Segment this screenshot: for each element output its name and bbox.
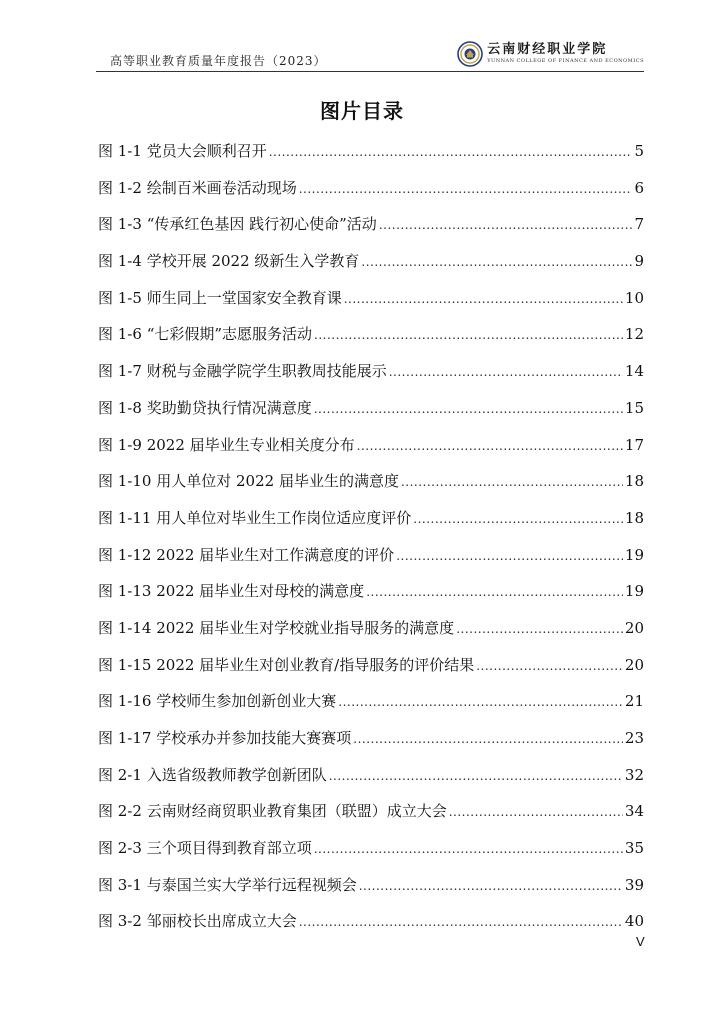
toc-entry[interactable] xyxy=(98,467,644,504)
toc-leader-dots xyxy=(396,542,623,570)
toc-entry-page: 18 xyxy=(624,472,644,491)
toc-entry[interactable] xyxy=(98,174,644,211)
toc-leader-dots xyxy=(361,248,632,276)
toc-leader-dots xyxy=(413,505,623,533)
toc-leader-dots xyxy=(476,652,623,680)
toc-entry-label: 图 1-8 奖助勤贷执行情况满意度 xyxy=(98,398,312,417)
toc-leader-dots xyxy=(344,285,623,313)
toc-entry-label: 图 1-15 2022 届毕业生对创业教育/指导服务的评价结果 xyxy=(98,655,475,674)
toc-entry-page: 32 xyxy=(624,765,644,784)
toc-entry[interactable] xyxy=(98,504,644,541)
toc-entry[interactable] xyxy=(98,724,644,761)
toc-entry-label: 图 1-4 学校开展 2022 级新生入学教育 xyxy=(98,252,360,271)
logo-chinese-name: 云南财经职业学院 xyxy=(487,42,608,57)
toc-entry-page: 6 xyxy=(634,178,644,197)
toc-entry-page: 7 xyxy=(634,215,644,234)
toc-entry-page: 5 xyxy=(634,142,644,160)
toc-entry-label: 图 1-6 “七彩假期”志愿服务活动 xyxy=(98,325,313,344)
toc-entry[interactable] xyxy=(98,577,644,614)
toc-leader-dots xyxy=(338,688,623,716)
toc-entry-page: 10 xyxy=(624,288,644,307)
toc-leader-dots xyxy=(379,211,633,239)
toc-leader-dots xyxy=(314,395,623,423)
toc-entry-label: 图 1-7 财税与金融学院学生职教周技能展示 xyxy=(98,362,387,381)
toc-entry-label: 图 2-3 三个项目得到教育部立项 xyxy=(98,839,312,858)
toc-entry-page: 15 xyxy=(624,398,644,417)
report-title: 高等职业教育质量年度报告（2023） xyxy=(110,54,327,68)
toc-entry[interactable] xyxy=(98,834,644,871)
toc-entry-label: 图 1-2 绘制百米画卷活动现场 xyxy=(98,178,297,197)
toc-entry[interactable] xyxy=(98,320,644,357)
toc-entry-page: 14 xyxy=(624,362,644,381)
toc-leader-dots xyxy=(359,872,623,900)
toc-entry-page: 39 xyxy=(624,875,644,894)
toc-leader-dots xyxy=(329,762,623,790)
toc-leader-dots xyxy=(299,175,633,203)
toc-entry-label: 图 2-1 入选省级教师教学创新团队 xyxy=(98,765,327,784)
toc-entry-label: 图 1-9 2022 届毕业生专业相关度分布 xyxy=(98,435,355,454)
toc-entry-page: 34 xyxy=(624,802,644,821)
toc-entry-page: 19 xyxy=(624,545,644,564)
toc-leader-dots xyxy=(389,358,623,386)
page-number: V xyxy=(636,934,645,949)
toc-entry[interactable] xyxy=(98,284,644,321)
toc-leader-dots xyxy=(314,321,623,349)
toc-entry[interactable] xyxy=(98,394,644,431)
toc-entry-page: 17 xyxy=(624,435,644,454)
toc-entry-label: 图 1-3 “传承红色基因 践行初心使命”活动 xyxy=(98,215,377,234)
toc-entry[interactable] xyxy=(98,871,644,908)
toc-entry[interactable] xyxy=(98,357,644,394)
toc-entry-label: 图 1-16 学校师生参加创新创业大赛 xyxy=(98,692,337,711)
toc-leader-dots xyxy=(269,138,633,166)
toc-entry[interactable] xyxy=(98,137,644,174)
page-header xyxy=(96,38,644,70)
college-emblem-icon xyxy=(457,41,483,67)
toc-entry[interactable] xyxy=(98,797,644,834)
toc-entry-page: 20 xyxy=(624,655,644,674)
toc-entry-label: 图 1-11 用人单位对毕业生工作岗位适应度评价 xyxy=(98,508,412,527)
toc-entry-label: 图 2-2 云南财经商贸职业教育集团（联盟）成立大会 xyxy=(98,802,447,821)
toc-entry-label: 图 1-1 党员大会顺利召开 xyxy=(98,142,267,160)
toc-entry-page: 23 xyxy=(624,729,644,747)
toc-entry-page: 35 xyxy=(624,839,644,858)
toc-leader-dots xyxy=(314,835,623,863)
toc-entry[interactable] xyxy=(98,247,644,284)
toc-entry-label: 图 1-14 2022 届毕业生对学校就业指导服务的满意度 xyxy=(98,618,455,637)
toc-entry[interactable] xyxy=(98,541,644,578)
toc-entry-label: 图 3-2 邹丽校长出席成立大会 xyxy=(98,912,297,931)
toc-entry-page: 12 xyxy=(624,325,644,344)
toc-entry-label: 图 3-1 与泰国兰实大学举行远程视频会 xyxy=(98,875,357,894)
toc-entry-label: 图 1-10 用人单位对 2022 届毕业生的满意度 xyxy=(98,472,399,491)
toc-leader-dots xyxy=(401,468,623,496)
toc-leader-dots xyxy=(366,578,623,606)
toc-leader-dots xyxy=(449,798,623,826)
toc-leader-dots xyxy=(456,615,623,643)
header-divider xyxy=(96,71,644,72)
toc-entry[interactable] xyxy=(98,907,644,944)
logo-english-name: YUNNAN COLLEGE OF FINANCE AND ECONOMICS xyxy=(487,58,644,64)
toc-entry[interactable] xyxy=(98,431,644,468)
college-logo xyxy=(457,40,644,68)
toc-entry-page: 9 xyxy=(634,252,644,271)
toc-entry-page: 40 xyxy=(624,912,644,931)
toc-entry[interactable] xyxy=(98,614,644,651)
toc-entry[interactable] xyxy=(98,651,644,688)
toc-entry[interactable] xyxy=(98,687,644,724)
toc-entry-label: 图 1-5 师生同上一堂国家安全教育课 xyxy=(98,288,342,307)
toc-leader-dots xyxy=(299,908,623,936)
page-title: 图片目录 xyxy=(320,99,404,123)
toc-leader-dots xyxy=(357,432,623,460)
toc-leader-dots xyxy=(353,725,623,753)
toc-entry-page: 21 xyxy=(624,692,644,711)
table-of-figures xyxy=(98,137,644,944)
toc-entry-label: 图 1-17 学校承办并参加技能大赛赛项 xyxy=(98,729,352,747)
toc-entry[interactable] xyxy=(98,210,644,247)
toc-entry-label: 图 1-13 2022 届毕业生对母校的满意度 xyxy=(98,582,365,601)
toc-entry[interactable] xyxy=(98,761,644,798)
toc-entry-page: 18 xyxy=(624,508,644,527)
toc-entry-page: 20 xyxy=(624,618,644,637)
toc-entry-label: 图 1-12 2022 届毕业生对工作满意度的评价 xyxy=(98,545,395,564)
toc-entry-page: 19 xyxy=(624,582,644,601)
